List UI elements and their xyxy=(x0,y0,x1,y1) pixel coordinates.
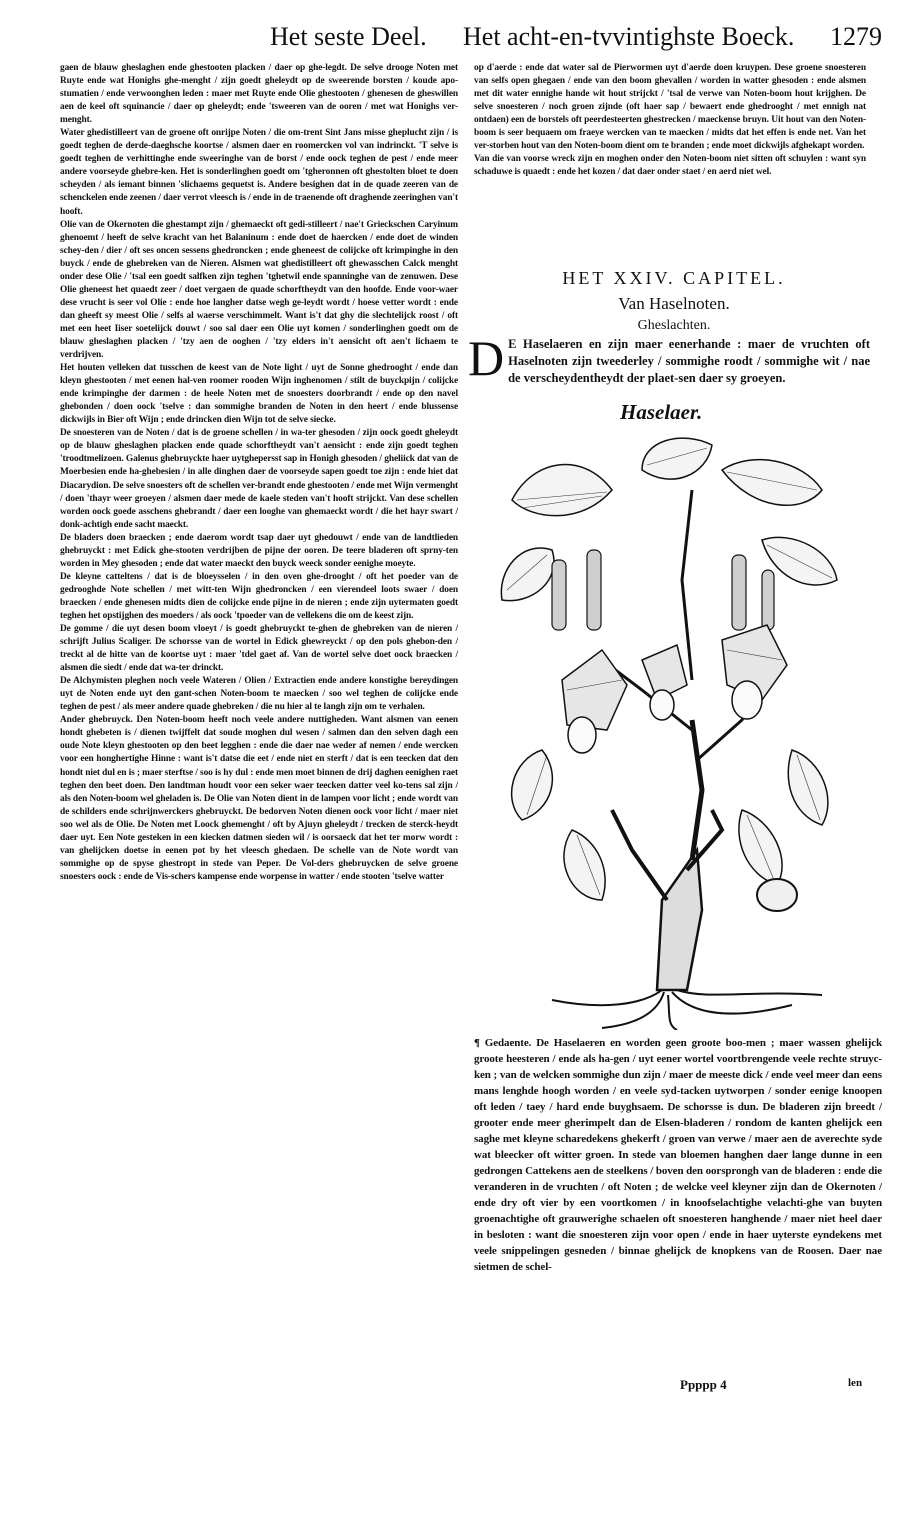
paragraph: ¶ Gedaente. De Haselaeren en worden geen groote boo-men ; maer wassen ghelijck groote heesteren / ende als ha-gen / uyt eener wortel voortbrengende veele rechte struyc-ken ; van de welcken sommighe dun zijn / maer de meeste dick / ende veel meer dan eens mans lenghde hoogh worden / en veele syd-tacken uytworpen / sonder eenige knoopen oft leden / taey / hard ende buyghsaem. De schorsse is dun. De bladeren zijn breedt / grooter ende meer gherimpelt dan de Elsen-bladeren / rondom de kanten ghelijck een saghe met kleyne scharedekens ghekerft / groen van verwe / maer aen de averechte syde wat bleecker oft witter groen. In stede van bloemen hanghen daer lange dunne in een gedrongen Cattekens aen de steelkens / boven den oorsprongh van de bladeren : ende die veranderen in de vruchten / oft Noten ; de welcke veel kleyner zijn dan de Okernoten / ende dry oft vier by een voortkomen / in knoofselachtighe velachti-ghe van buyten groenachtighe oft grauwerighe schaelen oft snoesteren hanghende / maer niet heel daer in besloten : want die snoesteren zijn voor open / ende in haer uyterste eyndekens met veele snippelingen gesneden / binnae ghelijck de knopkens van de Roosen. Daer nae sietmen de schel- xyxy=(474,1037,882,1273)
figure-caption: Haselaer. xyxy=(620,400,703,424)
nut xyxy=(650,690,674,720)
paragraph: De Alchymisten pleghen noch veele Wateren / Olien / Extractien ende andere konstighe bereydingen uyt de Noten ende uyt den gant-schen Noten-boom te maecken / soo wel teghen de colijcke ende teghen de pest / als meer andere quade ghebreken / die nu hier al te langh zijn om te verhalen. xyxy=(60,676,458,713)
catkin xyxy=(732,555,746,630)
loose-nut xyxy=(757,879,797,911)
branch xyxy=(682,490,692,680)
leaf xyxy=(512,465,612,516)
leaf xyxy=(642,438,712,479)
root xyxy=(668,995,677,1030)
paragraph: Water ghedistilleert van de groene oft onrijpe Noten / die om-trent Sint Jans misse gheplucht zijn / is goedt teghen de derde-daeghsche koortse / alsmen daer en roomercken vol van indrinckt. 'T selve is goedt teghen de verhittinghe ende sweeringhe van de borst / ende oock teghen de pest / ende meer andere voorseyde ghebre-ken. Het is sonderlinghen goedt om 'tgheronnen oft ghestolten bloet te doen scheyden / als iemant binnen 'slichaems gequetst is. Andere besighen dat in de quade zeeren van de schenckelen ende zeenen / daer verrot vleesch is / ende in de traenende oft draghende zeeringhen van't hooft. xyxy=(60,128,458,217)
branch xyxy=(687,810,722,870)
trunk xyxy=(657,850,702,990)
nut xyxy=(568,717,596,753)
catchword: len xyxy=(848,1377,863,1389)
intro-text: E Haselaeren en zijn maer eenerhande : maer de vruchten oft Haselnoten zijn tweederley / sommighe roodt / sommighe wit / nae de verscheydentheydt der plaet-sen daer sy groeyen. xyxy=(508,337,870,385)
paragraph: De gomme / die uyt desen boom vloeyt / is goedt ghebruyckt te-ghen de ghebreken van de nieren / schrijft Julius Scaliger. De schorsse van de wortel in Edick ghewreyckt / op den pols ghebon-den / treckt al de hitte van de koortse uyt : maer 'tdel gaet af. Van de wortel selve doet oock braecken / alsmen die siedt / ende dat wa-ter drinckt. xyxy=(60,624,458,674)
intro-paragraph xyxy=(468,330,870,387)
branch xyxy=(612,810,667,900)
branch xyxy=(692,720,702,860)
leaf xyxy=(788,750,828,825)
right-column-bottom xyxy=(474,1035,882,1385)
left-column xyxy=(60,62,458,1392)
catkin xyxy=(762,570,774,630)
catkin xyxy=(587,550,601,630)
root xyxy=(677,990,822,995)
root xyxy=(552,990,662,1005)
page-number: 1279 xyxy=(830,22,882,51)
catkin xyxy=(552,560,566,630)
section-heading: Gheslachten. xyxy=(637,318,711,333)
drop-cap: D xyxy=(468,330,505,386)
paragraph: gaen de blauw gheslaghen ende ghestooten placken / daer op ghe-legdt. De selve drooge Noten met Ruyte ende wat Honighs ghe-menght / zijn goedt gheleydt op de sweerende borsten / koude apo-stumatien / ende verwoonghen leden : maer met Ruyte ende Olie ghestooten / ghenesen de gheswillen aen de keel oft squinancie / daer op gheleydt; ende 'tsweeren van de ooren / met wat Honighs ver-menght. xyxy=(60,63,458,126)
leaf xyxy=(722,460,822,506)
book-title: Het acht-en-tvvintighste Boeck. xyxy=(463,22,795,51)
part-title: Het seste Deel. xyxy=(270,22,427,51)
signature-mark: Ppppp 4 xyxy=(680,1377,727,1392)
hazel-woodcut-illustration xyxy=(492,430,842,1030)
root xyxy=(602,992,664,1028)
paragraph: De kleyne catteltens / dat is de bloeysselen / in den oven ghe-drooght / oft het poeder van de gedrooghde Note schellen / met witt-ten Wijn ghedroncken / een vierendeel loots swaer / doen braecken / ende ghenesen midts dien de colijcke ende pijne in de nieren ; ende zijn uytermaten goedt teghen het opstijghen des moeders / als oock 'tpoeder van de vellekens die om de keest zijn. xyxy=(60,571,458,621)
nut xyxy=(732,681,762,719)
paragraph: De snoesteren van de Noten / dat is de groene schellen / in wa-ter ghesoden / zijn oock goedt gheleydt op de blauw gheslaghen placken ende quade schorftheydt van't aensicht : ende zijn goedt teghen 'troodtmelizoen. Galenus ghebruyckte haer uytghepersst sap in Honigh ghesoden / gheliick dat van de Moerbesien ende ha-ghebesien / in alle dinghen daer de voorseyde sapen goedt toe zijn : ende hiet dat Diacarydion. De selve snoesters oft de schellen ver-brandt ende ghestooten / ende met Wijn vermenght / doen 'thayr weer groeyen / alsmen daer mede de kaele steden van't hooft strijckt. Van dese schellen worden oock goede asschens ghebrandt / daer een looghe van ghemaeckt wordt / die het hayr swart / donk-achtigh ende sacht maeckt. xyxy=(60,428,458,530)
paragraph: Olie van de Okernoten die ghestampt zijn / ghemaeckt oft gedi-stilleert / nae't Grieckschen Caryinum ghenoemt / heeft de selve kracht van het Balaninum : ende doet de haercken / ende doet de winden schey-den / dier / oft ses oncen sessens ghedroncken ; ende gheneest de colijcke oft krimpinghe in den buyck / ende de ghebreken van de Nieren. Alsmen wat ghedistilleert oft ghewasschen Calck menght onder dese Olie / 'tsal een goedt salfken zijn teghen 'tghetwil ende spanninghe van de zenuwen. Dese Olie gheneest het quaedt zeer / doet vergaen de quade schorftheydt van den hoofde. Ende voor-waer dese vrucht is seer vol Olie : ende hoe langher datse wegh ge-leydt wordt / hoese vetter wordt : ende dan gheeft sy meest Olie / selfs al waerse verschimmelt. Want is't dat ghy die slechtelijck roost / oft met een heet Iiser soetelijck douwt / soo sal daer een Olie uyt komen / sonderlinghen goedt om de blauw gheslaghen placken / 'tzy aen de ooghen / 'tzy elders in't aensicht oft aen't lichaem te verdrijven. xyxy=(60,219,458,361)
running-header xyxy=(0,18,921,58)
chapter-subtitle: Van Haselnoten. xyxy=(618,294,730,313)
paragraph: De bladers doen braecken ; ende daerom wordt tsap daer uyt ghedouwt / ende van de landtlieden ghebruyckt : met Edick ghe-stooten verdrijben de pijne der ooren. De teere bladeren oft sprny-ten worden in Mey ghesoden ; ende dat water maeckt den buyck weeck sonder eenighe moeyte. xyxy=(60,532,458,569)
nut-husk xyxy=(562,650,627,730)
paragraph: Het houten velleken dat tusschen de keest van de Note light / uyt de Sonne ghedrooght / ende dan kleyn ghestooten / met eenen hal-ven roomer rooden Wijn inghenomen / stilt de buyckpijn / colijcke ende krimpinghe der darmen : de heele Noten met de snoesters doorbrandt / ende op den navel ghebonden / doen oock 'tselve : dan sommighe branden de Noten in den heert / ende blussense dickwijls in Bier oft Wijn ; ende drincken dien Wijn tot de selve siecke. xyxy=(60,363,458,426)
leaf xyxy=(564,830,605,900)
right-column-top xyxy=(474,62,866,252)
paragraph: Ander ghebruyck. Den Noten-boom heeft noch veele andere nuttigheden. Want alsmen van eenen hondt ghebeten is / dienen twijffelt dat soude moghen dul wesen / salmen dan den selven dagh een oude Note kleyn ghestooten op den beet legghen : ende die daer nae weder af nemen / ende wercken voor een honghertighe Hinne : want is't datse die eet / ende niet en sterft / dat is een teecken dat den hondt niet dul en is ; maer sterftse / soo is hy dul : ende men moet binnen de drij daghen eenighen raet teghen den beet doen. Den landtman houdt voor een seker waer teecken datter veel ko-tens sal zijn / als den Noten-boom wel gheladen is. De Olie van Noten dient in de lampen voor licht ; ende wordt van de schilders ende schrijnwerckers ghebruyckt. De bedorven Noten dienen oock voor licht / maer niet soo wel als de Olie. De Noten met Loock ghemenght / oft by Ajuyn gheleydt / trecken de sterck-heydt daer uyt. Een Note gesteken in een kiecken datmen sieden wil / is oorsaeck dat het ter morw wordt : van ghelijcken doetse in eenen pot by het vleesch ghedaen. De schelle van de Note wordt van sommighe op de spyse ghestropt in stede van Peper. De Vol-ders ghebruycken de selve groene snoesters oock : ende de Vis-schers kampense ende worpense in watter / ende stooten 'tselve watter xyxy=(60,715,458,882)
paragraph: op d'aerde : ende dat water sal de Pierwormen uyt d'aerde doen kruypen. Dese groene snoesteren van selfs open ghegaen / ende van den boom ghevallen / worden in watter ghesoden : ende alsmen met dit water ennighe hande wit hout strijckt / 'tsal de verwe van Noten-boom hout krijghen. De selve snoesteren / noch groen zijnde (oft haer sap / bewaert ende ghedrooght / met ennigh nat ontdaen) een de borstels oft peerdesteerten ghestrecken / maeckense bruyn. Uit hout van den Noten-boom is seer bequaem om fraeye wercken van te maecken / midts dat het effen is ende net. Van het ver-storben hout van den Noten-boom dient om te branden ; ende moet dickwijls afghekapt worden. xyxy=(474,63,866,152)
chapter-heading: HET XXIV. CAPITEL. xyxy=(562,268,786,288)
paragraph: Van die van voorse wreck zijn en moghen onder den Noten-boom niet sitten oft schuylen : want syn schaduwe is quaedt : ende het kozen / dat daer onder staet / en aerd niet wel. xyxy=(474,154,866,178)
leaf xyxy=(512,750,553,820)
